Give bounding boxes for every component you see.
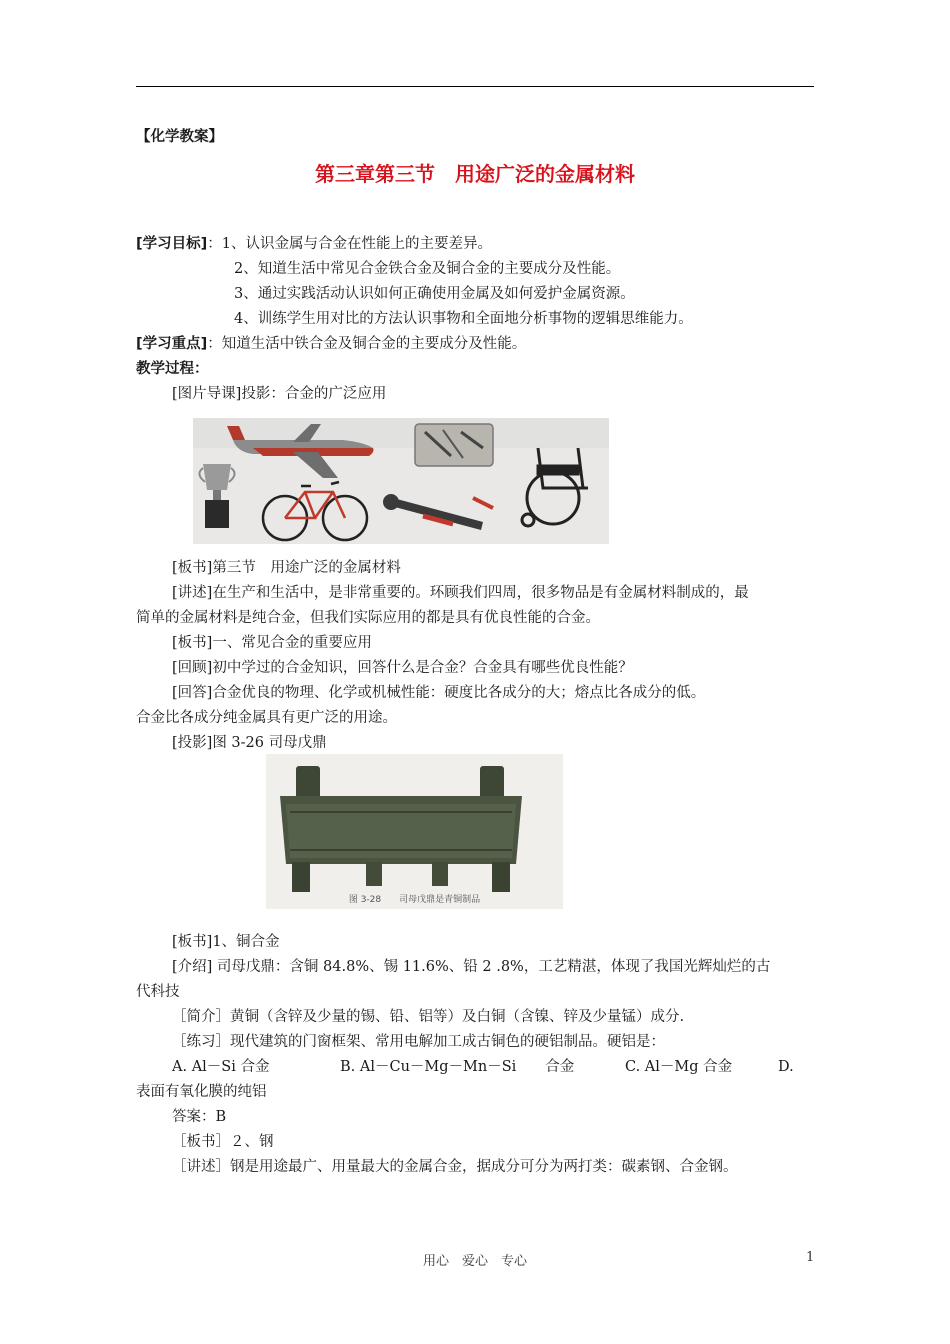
alloy-applications-photo [193, 418, 609, 544]
ding-illustration [266, 754, 563, 909]
objectives-line-1 [136, 234, 492, 254]
review-line: [回顾]初中学过的合金知识，回答什么是合金？合金具有哪些优良性能？ [172, 660, 633, 676]
objective-item: 3、通过实践活动认识如何正确使用金属及如何爱护金属资源。 [234, 286, 635, 302]
objective-item: 4、训练学生用对比的方法认识事物和全面地分析事物的逻辑思维能力。 [234, 311, 693, 327]
board-line: [板书]第三节 用途广泛的金属材料 [172, 560, 401, 576]
brief-line: ［简介］黄铜（含锌及少量的锡、铅、铝等）及白铜（含镍、锌及少量锰）成分. [172, 1009, 685, 1025]
objectives-label: [学习目标] [136, 236, 208, 252]
header-rule [136, 86, 814, 87]
key-point-sep: ： [207, 336, 222, 352]
lecture-line: [讲述]在生产和生活中，是非常重要的。环顾我们四周，很多物品是有金属材料制成的，最 [172, 585, 749, 601]
surgical-tray-icon [415, 424, 493, 466]
answer-line: 合金比各成分纯金属具有更广泛的用途。 [136, 710, 397, 726]
key-point-line [136, 334, 526, 354]
page-number: 1 [806, 1250, 815, 1265]
key-point-label: [学习重点] [136, 336, 208, 352]
key-point-text: 知道生活中铁合金及铜合金的主要成分及性能。 [221, 336, 527, 352]
intro-line: 代科技 [136, 984, 180, 1000]
lecture-line: ［讲述］钢是用途最广、用量最大的金属合金，据成分可分为两打类：碳素钢、合金钢。 [172, 1159, 738, 1175]
board-line: [板书]1、铜合金 [172, 934, 280, 950]
option-c: C. Al－Mg 合金 [625, 1059, 733, 1075]
page-footer: 用心 爱心 专心 [422, 1254, 527, 1269]
projection-line: [投影]图 3-26 司母戊鼎 [172, 735, 327, 751]
lecture-line: 简单的金属材料是纯合金，但我们实际应用的都是具有优良性能的合金。 [136, 610, 600, 626]
option-d-text: 表面有氧化膜的纯铝 [136, 1084, 267, 1100]
intro-line: [介绍] 司母戊鼎：含铜 84.8%、锡 11.6%、铅 2 .8%，工艺精湛，体现了我国光辉灿烂的古 [172, 959, 771, 975]
header-tag: 【化学教案】 [136, 129, 223, 145]
process-label: 教学过程： [136, 361, 209, 377]
exercise-line: ［练习］现代建筑的门窗框架、常用电解加工成古铜色的硬铝制品。硬铝是： [172, 1034, 665, 1050]
answer-line: [回答]合金优良的物理、化学或机械性能：硬度比各成分的大；熔点比各成分的低。 [172, 685, 706, 701]
option-d: D. [778, 1059, 794, 1075]
figure-caption: 图 3-28 司母戊鼎是青铜制品 [348, 895, 481, 905]
answer-key: 答案：B [172, 1109, 227, 1125]
page-title: 第三章第三节 用途广泛的金属材料 [315, 162, 635, 186]
option-b: B. Al－Cu－Mg－Mn－Si 合金 [340, 1059, 575, 1075]
alloy-applications-illustration [193, 418, 609, 544]
intro-line: [图片导课]投影：合金的广泛应用 [172, 386, 387, 402]
board-line: ［板书］２、钢 [172, 1134, 274, 1150]
objective-item: 2、知道生活中常见合金铁合金及铜合金的主要成分及性能。 [234, 261, 621, 277]
board-line: [板书]一、常见合金的重要应用 [172, 635, 372, 651]
objective-item: 1、认识金属与合金在性能上的主要差异。 [221, 236, 492, 252]
simuwu-ding-photo [266, 754, 563, 909]
option-a: A. Al－Si 合金 [172, 1059, 270, 1075]
objectives-sep: ： [207, 236, 222, 252]
